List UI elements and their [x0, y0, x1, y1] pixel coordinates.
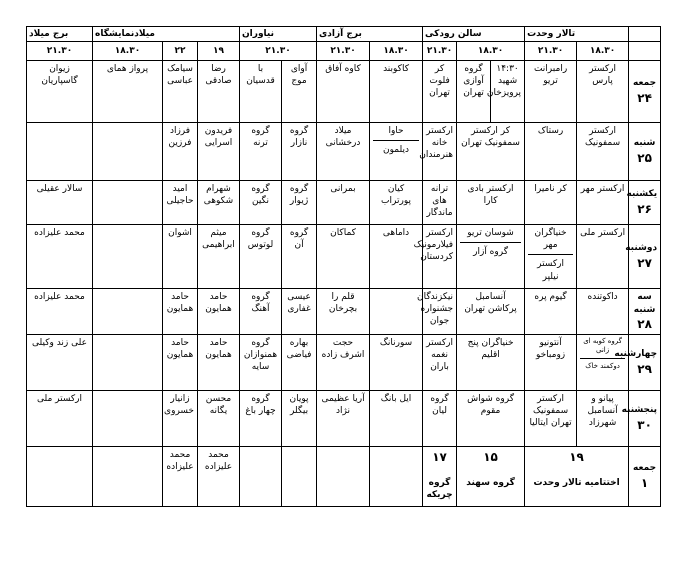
performance-cell: رضا صادقی [198, 61, 240, 123]
performance-cell: ارکستر ملی [27, 391, 93, 447]
performance-cell: گروه چهار باغ [240, 391, 282, 447]
performance-cell: بهاره فیاضی [282, 335, 317, 391]
schedule-row [27, 181, 661, 225]
performance-cell: سیامک عباسی [163, 61, 198, 123]
performance-cell [525, 225, 577, 289]
performance-line: حاوا [388, 126, 404, 137]
performance-cell: حجت اشرف زاده [317, 335, 370, 391]
performance-cell [457, 225, 525, 289]
performance-cell: گروه ترنه [240, 123, 282, 181]
time-cell: ۲۱.۳۰ [317, 42, 370, 61]
schedule-row [27, 289, 661, 335]
performance-cell: گروه نازار [282, 123, 317, 181]
roudaki-cell [423, 447, 457, 507]
schedule-row [27, 447, 661, 507]
corner-cell [629, 27, 661, 42]
time-cell: ۱۸.۳۰ [370, 42, 423, 61]
schedule-row [27, 335, 661, 391]
performance-cell: محمد علیزاده [27, 225, 93, 289]
day-number: ۲۵ [637, 150, 652, 165]
performance-cell: زیوان گاسپاریان [27, 61, 93, 123]
performance-cell: آنسامبل پرکاشن تهران [457, 289, 525, 335]
venue-milad-exhibition: میلادنمایشگاه [93, 27, 240, 42]
performance-cell [93, 181, 163, 225]
performance-cell: داکوتنده [577, 289, 629, 335]
time-cell: ۱۹ [198, 42, 240, 61]
performance-cell: آریا عظیمی نژاد [317, 391, 370, 447]
performance-cell: بمرانی [317, 181, 370, 225]
performance-cell: کر فلوت تهران [423, 61, 457, 123]
performance-cell: شهرام شکوهی [198, 181, 240, 225]
performance-cell [370, 123, 423, 181]
day-cell [614, 335, 661, 391]
performance-cell: حامد همایون [198, 335, 240, 391]
performance-cell: ارکستر سمفونیک [577, 123, 629, 181]
performance-line: ارکستر نیلپر [528, 254, 573, 282]
performance-cell: محسن یگانه [198, 391, 240, 447]
performance-cell: فرزاد فرزین [163, 123, 198, 181]
day-cell [629, 61, 661, 123]
vahdat-closing-cell [525, 447, 629, 507]
performance-cell: گروه آوازی تهران [457, 61, 491, 123]
performance-cell: گروه ژیوار [282, 181, 317, 225]
performance-cell: ارکستر بادی کارا [457, 181, 525, 225]
performance-cell: حامد همایون [163, 289, 198, 335]
event-label: اختتامیه تالار وحدت [533, 478, 620, 489]
time-cell: ۱۸.۳۰ [457, 42, 525, 61]
event-number: ۱۵ [483, 450, 498, 465]
performance-cell: گروه نگین [240, 181, 282, 225]
day-name: یکشنبه [626, 189, 658, 200]
day-name: پنجشنبه [621, 405, 658, 416]
performance-line: خنیاگران مهر [534, 228, 567, 251]
performance-cell: داماهی [370, 225, 423, 289]
day-cell [629, 447, 661, 507]
event-number: ۱۷ [432, 450, 447, 465]
performance-line: گروه کوبه ای زانی [583, 337, 622, 355]
performance-cell: محمد علیزاده [163, 447, 198, 507]
performance-cell: گروه لیان [423, 391, 457, 447]
performance-cell: گروه همنوازان سایه [240, 335, 282, 391]
performance-cell: محمد علیزاده [198, 447, 240, 507]
performance-cell: ارکستر سمفونیک تهران ایتالیا [525, 391, 577, 447]
venue-azadi: برج آزادی [317, 27, 423, 42]
time-cell: ۲۱.۳۰ [423, 42, 457, 61]
performance-cell: عیسی غفاری [282, 289, 317, 335]
performance-cell: نیکزندگان جشنواره جوان [423, 289, 457, 335]
schedule-row [27, 61, 661, 123]
performance-cell [93, 391, 163, 447]
performance-cell: پرواز همای [93, 61, 163, 123]
performance-cell: محمد علیزاده [27, 289, 93, 335]
performance-cell [240, 447, 282, 507]
performance-cell: گروه لوتوس [240, 225, 282, 289]
performance-cell: رستاک [525, 123, 577, 181]
day-number: ۲۶ [637, 201, 652, 216]
day-name: چهارشنبه [614, 349, 658, 360]
performance-cell: با قدسیان [240, 61, 282, 123]
performance-cell: خنیاگران پنج اقلیم [457, 335, 525, 391]
time-cell: ۲۱.۳۰ [240, 42, 317, 61]
day-cell [625, 225, 661, 289]
performance-cell [370, 289, 423, 335]
schedule-row [27, 123, 661, 181]
performance-cell: ترانه های ماندگار [423, 181, 457, 225]
venue-vahdat: تالار وحدت [525, 27, 629, 42]
performance-cell: ۱۴:۳۰ شهید پرویزخان [491, 61, 525, 123]
performance-cell: حامد همایون [163, 335, 198, 391]
performance-cell: ایل بانگ [370, 391, 423, 447]
day-name: سه شنبه [633, 292, 656, 315]
performance-cell: اشوان [163, 225, 198, 289]
performance-cell: علی زند وکیلی [27, 335, 93, 391]
venue-milad-tower: برج میلاد [27, 27, 93, 42]
performance-cell: ارکستر مهر [577, 181, 629, 225]
performance-cell [282, 447, 317, 507]
performance-cell [93, 225, 163, 289]
day-cell [629, 123, 661, 181]
performance-cell: کماکان [317, 225, 370, 289]
performance-cell: زانیار خسروی [163, 391, 198, 447]
day-name: شنبه [633, 138, 656, 149]
time-cell: ۲۱.۳۰ [27, 42, 93, 61]
day-number: ۱ [640, 475, 649, 490]
performance-cell [27, 123, 93, 181]
performance-cell [27, 447, 93, 507]
performance-line: دوکمند خاک [580, 358, 625, 371]
performance-cell: ارکستر خانه هنرمندان [423, 123, 457, 181]
performance-cell: پویان بیگلر [282, 391, 317, 447]
performance-cell: ارکستر پارس [577, 61, 629, 123]
time-cell: ۲۲ [163, 42, 198, 61]
day-name: جمعه [633, 463, 657, 474]
venue-niavaran: نیاوران [240, 27, 317, 42]
event-label: گروه چریکه [426, 478, 453, 501]
concert-schedule-table [26, 26, 661, 507]
performance-cell: فریدون اسرایی [198, 123, 240, 181]
day-name: دوشنبه [625, 243, 658, 254]
performance-line: دیلمون [373, 140, 419, 156]
performance-cell: گیوم پره [525, 289, 577, 335]
day-number: ۳۰ [637, 417, 652, 432]
performance-cell: گروه شواش مقوم [457, 391, 525, 447]
day-number: ۲۷ [637, 255, 652, 270]
performance-cell [93, 447, 163, 507]
performance-cell [317, 447, 370, 507]
performance-cell: کر نامیرا [525, 181, 577, 225]
schedule-row [27, 225, 661, 289]
schedule-row [27, 391, 661, 447]
performance-cell: سالار عقیلی [27, 181, 93, 225]
performance-cell: قلم را بچرخان [317, 289, 370, 335]
performance-cell: رامبرانت تریو [525, 61, 577, 123]
day-cell [621, 391, 661, 447]
venue-header-row [27, 27, 661, 42]
performance-cell: ارکستر نغمه باران [423, 335, 457, 391]
performance-cell [93, 123, 163, 181]
day-cell [629, 289, 661, 335]
venue-roudaki: سالن رودکی [423, 27, 525, 42]
performance-line: شوسان تریو [467, 228, 514, 239]
performance-cell [370, 447, 423, 507]
time-header-row [27, 42, 661, 61]
performance-cell: آنتونیو زومباخو [525, 335, 577, 391]
roudaki-cell [457, 447, 525, 507]
performance-cell: سورنانگ [370, 335, 423, 391]
time-cell: ۱۸.۳۰ [93, 42, 163, 61]
time-cell: ۱۸.۳۰ [577, 42, 629, 61]
day-number: ۲۸ [637, 316, 652, 331]
performance-cell [577, 335, 629, 391]
performance-cell: پیانو و آنسامبل شهرزاد [577, 391, 629, 447]
performance-cell: میلاد درخشانی [317, 123, 370, 181]
performance-line: گروه آزار [460, 242, 521, 258]
performance-cell: گروه آهنگ [240, 289, 282, 335]
event-label: گروه سهند [466, 478, 515, 489]
performance-cell [93, 289, 163, 335]
performance-cell: ارکستر فیلارمونیک کردستان [423, 225, 457, 289]
performance-cell: کر ارکستر سمفونیک تهران [457, 123, 525, 181]
performance-cell: کیان پورتراب [370, 181, 423, 225]
time-cell: ۲۱.۳۰ [525, 42, 577, 61]
performance-cell: حامد همایون [198, 289, 240, 335]
performance-cell: امید حاجیلی [163, 181, 198, 225]
day-number: ۲۴ [637, 90, 652, 105]
day-number: ۲۹ [637, 361, 652, 376]
performance-cell: کاوه آفاق [317, 61, 370, 123]
performance-cell: ارکستر ملی [577, 225, 629, 289]
performance-cell: کاکوبند [370, 61, 423, 123]
event-number: ۱۹ [569, 450, 584, 465]
corner-cell [629, 42, 661, 61]
performance-cell: آوای موج [282, 61, 317, 123]
performance-cell: گروه آن [282, 225, 317, 289]
day-cell [626, 181, 661, 225]
schedule-body [27, 61, 661, 507]
performance-cell [93, 335, 163, 391]
performance-cell: میثم ابراهیمی [198, 225, 240, 289]
day-name: جمعه [633, 78, 657, 89]
